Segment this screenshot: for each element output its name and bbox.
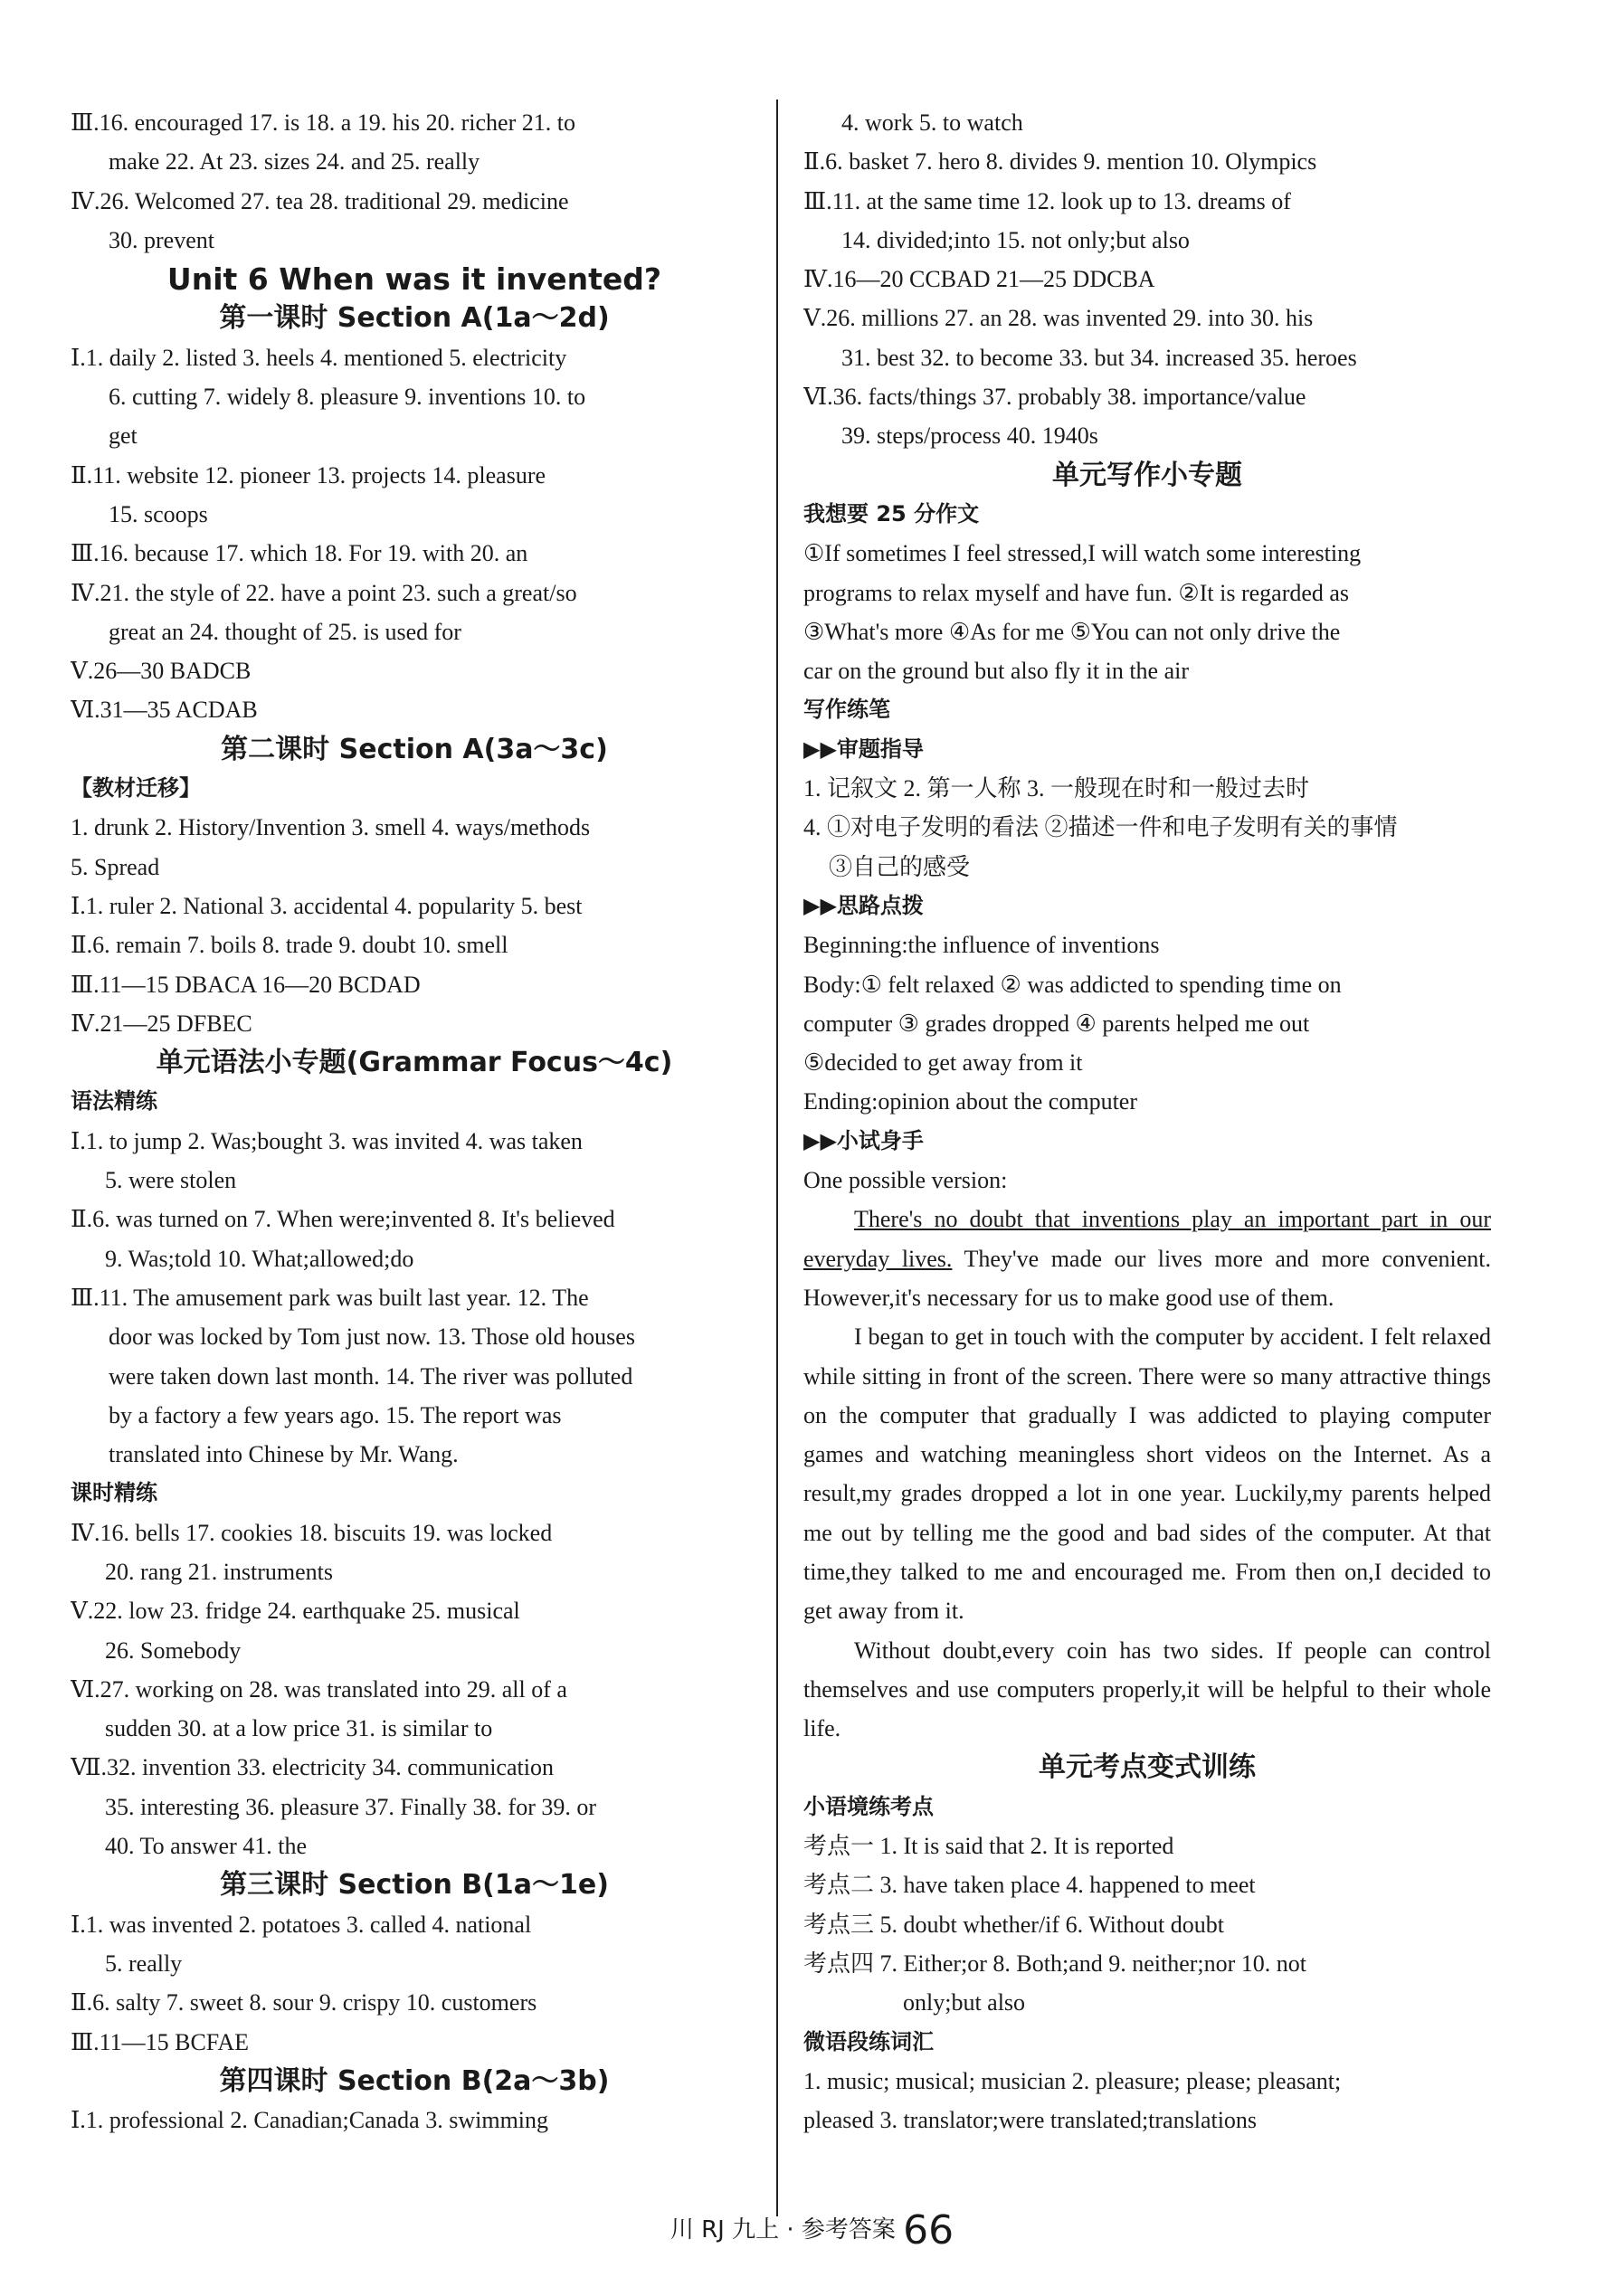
answer-line: 26. Somebody (105, 1637, 242, 1664)
essay-paragraph (803, 1317, 1491, 1630)
page-footer (0, 2207, 1624, 2253)
answer-line: 31. best 32. to become 33. but 34. increased 35. heroes (841, 344, 1357, 371)
answer-line: door was locked by Tom just now. 13. Those old houses (109, 1324, 635, 1351)
answer-line: Ⅴ.22. low 23. fridge 24. earthquake 25. musical (71, 1598, 520, 1625)
section-heading: 单元语法小专题(Grammar Focus～4c) (156, 1047, 673, 1079)
answer-line: 5. were stolen (105, 1167, 237, 1194)
left-column (71, 103, 758, 2139)
answer-line: get (109, 422, 138, 450)
answer-line: Ⅰ.1. was invented 2. potatoes 3. called 4. national (71, 1911, 532, 1938)
answer-line: car on the ground but also fly it in the air (803, 658, 1190, 685)
answer-line: great an 24. thought of 25. is used for (109, 618, 461, 645)
answer-line: 39. steps/process 40. 1940s (841, 422, 1098, 450)
answer-line: Ⅳ.21—25 DFBEC (71, 1010, 252, 1037)
subheading: 【教材迁移】 (71, 775, 201, 802)
answer-line: 4. work 5. to watch (841, 109, 1023, 136)
answer-line: only;but also (903, 1989, 1026, 2016)
answer-line: Ⅴ.26—30 BADCB (71, 658, 252, 685)
answer-line: ③What's more ④As for me ⑤You can not only drive the (803, 618, 1341, 645)
answer-line: 5. Spread (71, 853, 160, 880)
answer-line: Ⅲ.11—15 DBACA 16—20 BCDAD (71, 971, 421, 998)
answer-line: by a factory a few years ago. 15. The report was (109, 1401, 562, 1428)
answer-line: Ⅱ.11. website 12. pioneer 13. projects 14. pleasure (71, 461, 546, 489)
section-heading: 第一课时 Section A(1a～2d) (219, 302, 610, 335)
answer-line: Ⅵ.36. facts/things 37. probably 38. importance/value (803, 384, 1306, 411)
answer-line: Ⅱ.6. was turned on 7. When were;invented 8. It's believed (71, 1206, 615, 1233)
answer-line: Ⅳ.16—20 CCBAD 21—25 DDCBA (803, 266, 1155, 293)
answer-line: Ⅲ.11. at the same time 12. look up to 13. dreams of (803, 187, 1291, 214)
underlined-topic-sentence: There's no doubt that inventions play an important part in our everyday lives. (803, 1206, 1491, 1272)
answer-line: ①If sometimes I feel stressed,I will watch some interesting (803, 540, 1362, 567)
answer-line: Ending:opinion about the computer (803, 1088, 1137, 1115)
subheading: 微语段练词汇 (803, 2028, 934, 2054)
section-heading: 第三课时 Section B(1a～1e) (220, 1869, 609, 1902)
paragraph-text: Without doubt,every coin has two sides. If people can control themselves and use computers properly,it will be helpful to their whole life. (803, 1637, 1491, 1742)
answer-line: 4. ①对电子发明的看法 ②描述一件和电子发明有关的事情 (803, 814, 1398, 841)
section-heading: 单元写作小专题 (1052, 459, 1242, 491)
answer-line: Ⅲ.16. encouraged 17. is 18. a 19. his 20. richer 21. to (71, 109, 575, 136)
answer-line: make 22. At 23. sizes 24. and 25. really (109, 148, 480, 176)
answer-line: Ⅳ.16. bells 17. cookies 18. biscuits 19. was locked (71, 1519, 553, 1546)
subheading: 写作练笔 (803, 697, 890, 723)
footer-label: 川 RJ 九上 · 参考答案 (670, 2216, 896, 2244)
subheading: 语法精练 (71, 1088, 157, 1115)
answer-line: Ⅶ.32. invention 33. electricity 34. communication (71, 1754, 554, 1781)
answer-line: 30. prevent (109, 226, 214, 253)
answer-line: Ⅱ.6. basket 7. hero 8. divides 9. mention 10. Olympics (803, 148, 1317, 176)
answer-line: 35. interesting 36. pleasure 37. Finally 38. for 39. or (105, 1793, 597, 1820)
subheading: ▶▶审题指导 (803, 735, 924, 762)
answer-line: ⑤decided to get away from it (803, 1049, 1083, 1077)
answer-line: Ⅲ.11—15 BCFAE (71, 2028, 249, 2055)
answer-line: ③自己的感受 (829, 853, 971, 880)
answer-line: 考点二 3. have taken place 4. happened to meet (803, 1872, 1256, 1899)
answer-line: translated into Chinese by Mr. Wang. (109, 1441, 459, 1468)
answer-line: 40. To answer 41. the (105, 1833, 307, 1860)
answer-line: Ⅱ.6. remain 7. boils 8. trade 9. doubt 10. smell (71, 932, 508, 959)
answer-line: 20. rang 21. instruments (105, 1558, 334, 1585)
answer-line: Ⅰ.1. to jump 2. Was;bought 3. was invited 4. was taken (71, 1127, 583, 1154)
answer-line: 14. divided;into 15. not only;but also (841, 226, 1190, 253)
paragraph-text: I began to get in touch with the computer by accident. I felt relaxed while sitting in front of the screen. There were so many attractive things on the computer that gradually I was addicted to playing computer games and watching meaningless short videos on the Internet. As a result,my grades dropped a lot in one year. Luckily,my parents helped me out by telling me the good and bad sides of the computer. At that time,they talked to me and encouraged me. From then on,I decided to get away from it. (803, 1324, 1491, 1625)
answer-line: One possible version: (803, 1167, 1008, 1194)
answer-line: 9. Was;told 10. What;allowed;do (105, 1245, 414, 1272)
section-heading: 第四课时 Section B(2a～3b) (219, 2064, 610, 2097)
right-column (803, 103, 1491, 2139)
subheading: ▶▶小试身手 (803, 1127, 924, 1153)
paragraph-text: They've made our lives more and more convenient. However,it's necessary for us to make good use of them. (803, 1245, 1491, 1311)
subheading: 小语境练考点 (803, 1793, 934, 1819)
answer-line: Body:① felt relaxed ② was addicted to spending time on (803, 971, 1342, 998)
subheading: ▶▶思路点拨 (803, 892, 924, 918)
answer-line: sudden 30. at a low price 31. is similar to (105, 1715, 493, 1742)
answer-line: 15. scoops (109, 500, 208, 527)
subheading: 我想要 25 分作文 (803, 500, 980, 527)
answer-line: Ⅰ.1. daily 2. listed 3. heels 4. mentioned 5. electricity (71, 344, 567, 371)
answer-line: Ⅳ.21. the style of 22. have a point 23. such a great/so (71, 579, 577, 606)
section-heading: Unit 6 When was it invented? (166, 261, 662, 298)
answer-line: Ⅲ.11. The amusement park was built last year. 12. The (71, 1284, 589, 1311)
page-number: 66 (903, 2207, 954, 2253)
answer-line: Ⅴ.26. millions 27. an 28. was invented 29. into 30. his (803, 305, 1314, 332)
subheading: 课时精练 (71, 1480, 157, 1506)
answer-line: Ⅰ.1. ruler 2. National 3. accidental 4. popularity 5. best (71, 892, 583, 919)
answer-line: Beginning:the influence of inventions (803, 932, 1160, 959)
column-divider (776, 100, 778, 2216)
answer-line: 1. 记叙文 2. 第一人称 3. 一般现在时和一般过去时 (803, 775, 1310, 802)
answer-line: Ⅱ.6. salty 7. sweet 8. sour 9. crispy 10. customers (71, 1989, 537, 2016)
section-heading: 第二课时 Section A(3a～3c) (221, 733, 608, 765)
answer-line: 考点四 7. Either;or 8. Both;and 9. neither;nor 10. not (803, 1950, 1307, 1977)
answer-line: were taken down last month. 14. The river was polluted (109, 1362, 633, 1390)
answer-line: computer ③ grades dropped ④ parents helped me out (803, 1010, 1310, 1037)
answer-line: 考点三 5. doubt whether/if 6. Without doubt (803, 1911, 1224, 1938)
answer-line: 1. drunk 2. History/Invention 3. smell 4. ways/methods (71, 814, 591, 841)
answer-line: Ⅵ.31—35 ACDAB (71, 697, 258, 724)
answer-line: Ⅵ.27. working on 28. was translated into 29. all of a (71, 1675, 567, 1703)
answer-line: 6. cutting 7. widely 8. pleasure 9. inventions 10. to (109, 384, 586, 411)
answer-line: Ⅲ.16. because 17. which 18. For 19. with 20. an (71, 540, 528, 567)
answer-line: Ⅳ.26. Welcomed 27. tea 28. traditional 29. medicine (71, 187, 569, 214)
section-heading: 单元考点变式训练 (1039, 1751, 1256, 1784)
answer-line: 1. music; musical; musician 2. pleasure; please; pleasant; (803, 2067, 1342, 2094)
answer-line: pleased 3. translator;were translated;translations (803, 2107, 1258, 2134)
essay-paragraph (803, 1200, 1491, 1317)
essay-paragraph (803, 1631, 1491, 1749)
answer-line: 5. really (105, 1950, 183, 1977)
answer-line: Ⅰ.1. professional 2. Canadian;Canada 3. swimming (71, 2107, 549, 2134)
answer-line: programs to relax myself and have fun. ②It is regarded as (803, 579, 1350, 606)
answer-line: 考点一 1. It is said that 2. It is reported (803, 1833, 1174, 1860)
